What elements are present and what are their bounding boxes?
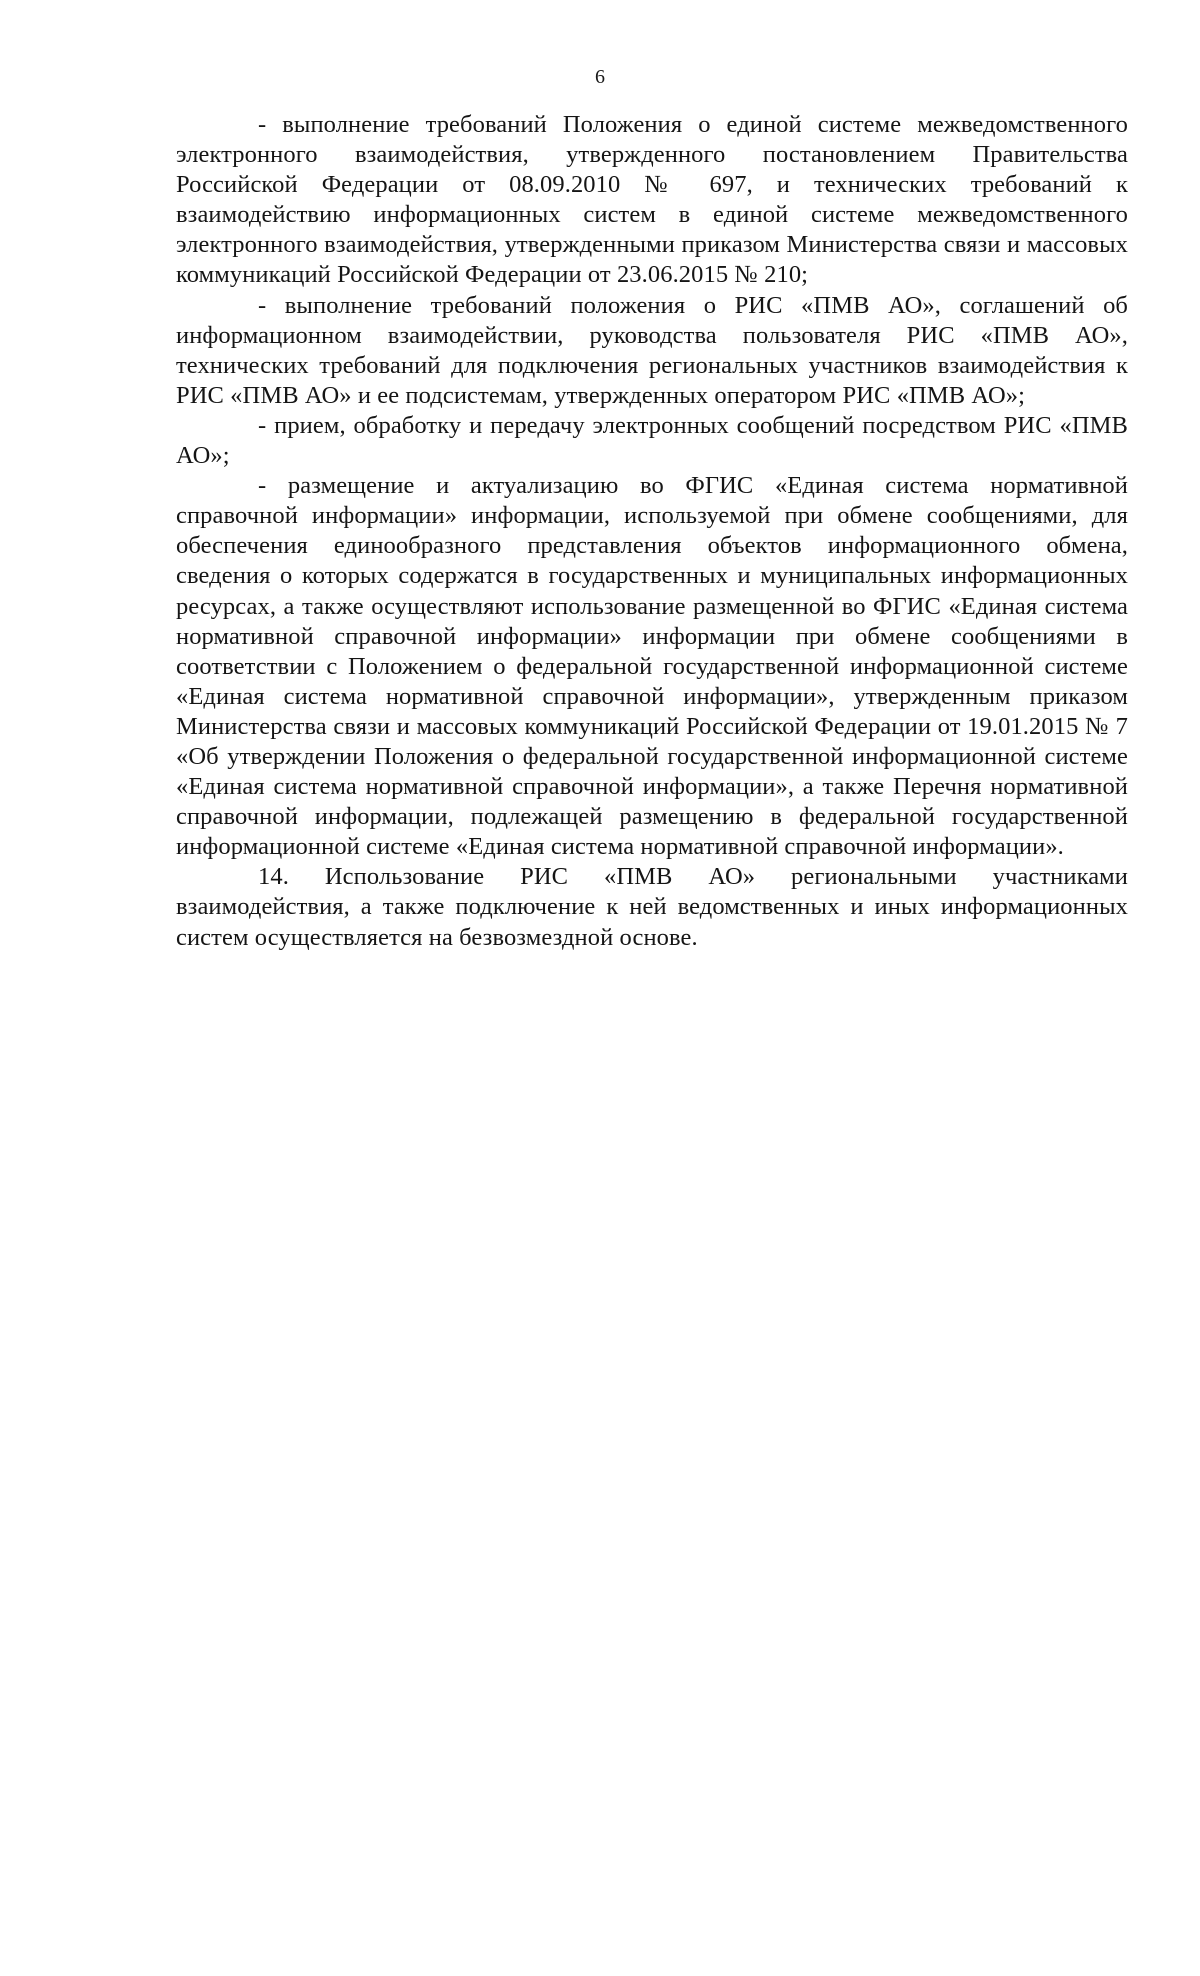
paragraph-fgis-nsi: - размещение и актуализацию во ФГИС «Единая система нормативной справочной информации» информации, используемой при обмене сообщениями, для обеспечения единообразного представления объектов информационного обмена, сведения о которых содержатся в государственных и муниципальных информационных ресурсах, а также осуществляют использование размещенной во ФГИС «Единая система нормативной справочной информации» информации при обмене сообщениями в соответствии с Положением о федеральной государственной информационной системе «Единая система нормативной справочной информации», утвержденным приказом Министерства связи и массовых коммуникаций Российской Федерации от 19.01.2015 № 7 «Об утверждении Положения о федеральной государственной информационной системе «Единая система нормативной справочной информации», а также Перечня нормативной справочной информации, подлежащей размещению в федеральной государственной информационной системе «Единая система нормативной справочной информации». bbox=[176, 472, 1128, 861]
paragraph-item-14: 14. Использование РИС «ПМВ АО» региональными участниками взаимодействия, а также подключение к ней ведомственных и иных информационных систем осуществляется на безвозмездной основе. bbox=[176, 863, 1128, 951]
paragraph-smev-requirements: - выполнение требований Положения о единой системе межведомственного электронного взаимодействия, утвержденного постановлением Правительства Российской Федерации от 08.09.2010 № 697, и технических требований к взаимодействию информационных систем в единой системе межведомственного электронного взаимодействия, утвержденными приказом Министерства связи и массовых коммуникаций Российской Федерации от 23.06.2015 № 210; bbox=[176, 111, 1128, 289]
page-number: 6 bbox=[595, 66, 605, 88]
paragraph-message-processing: - прием, обработку и передачу электронных сообщений посредством РИС «ПМВ АО»; bbox=[176, 411, 1128, 470]
document-body bbox=[176, 110, 1128, 953]
paragraph-ris-pmv-requirements: - выполнение требований положения о РИС «ПМВ АО», соглашений об информационном взаимодействии, руководства пользователя РИС «ПМВ АО», технических требований для подключения региональных участников взаимодействия к РИС «ПМВ АО» и ее подсистемам, утвержденных оператором РИС «ПМВ АО»; bbox=[176, 291, 1128, 409]
